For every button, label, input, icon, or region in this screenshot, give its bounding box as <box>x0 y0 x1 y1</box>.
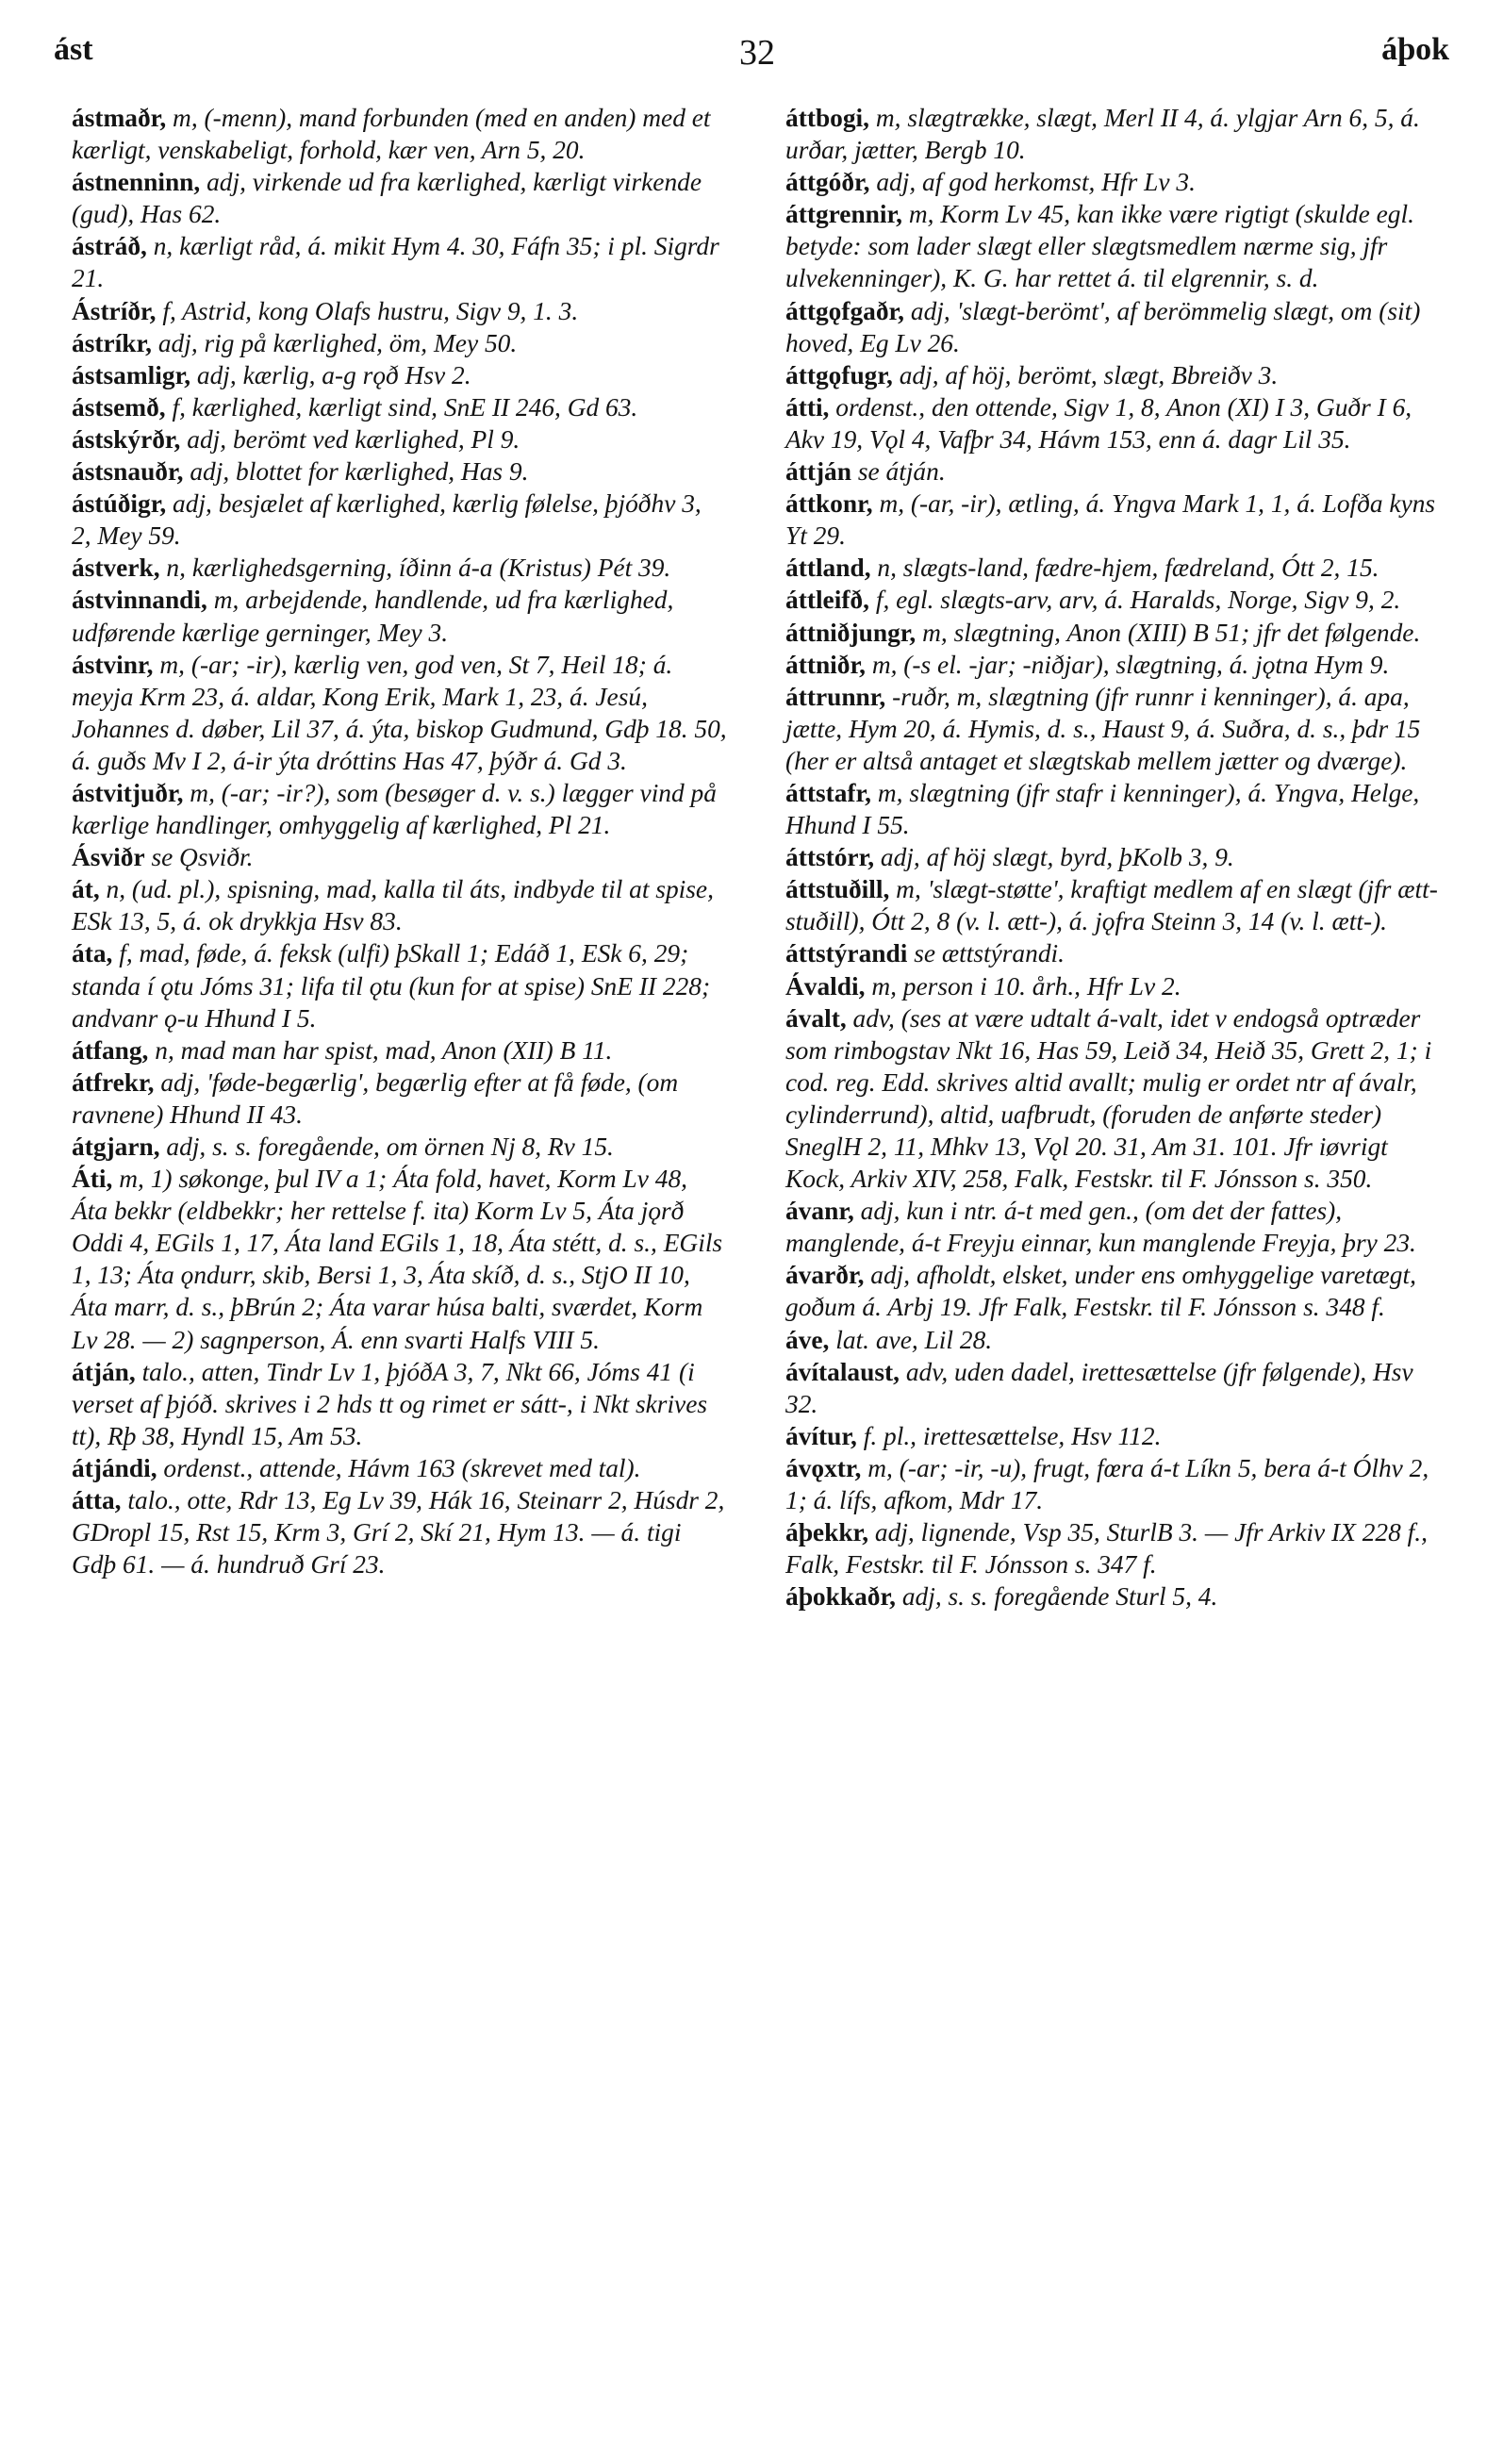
page-header <box>0 0 1503 85</box>
entry-definition: se Ǫsviðr. <box>144 843 254 872</box>
entry-headword: ávítur, <box>785 1421 857 1450</box>
entry-headword: Ástríðr, <box>72 296 157 325</box>
dictionary-entry <box>72 649 727 777</box>
entry-definition: adj, afholdt, elsket, under ens omhyggelige varetægt, goðum á. Arbj 19. Jfr Falk, Festskr. til F. Jónsson s. 348 f. <box>785 1261 1416 1322</box>
entry-definition: n, slægts-land, fædre-hjem, fædreland, Ótt 2, 15. <box>870 554 1379 583</box>
dictionary-entry <box>785 455 1439 488</box>
dictionary-entry <box>785 198 1439 294</box>
entry-definition: f. pl., irettesættelse, Hsv 112. <box>856 1421 1162 1450</box>
entry-headword: ástnenninn, <box>72 168 201 197</box>
entry-definition: adv, (ses at være udtalt á-valt, idet v endogså optræder som rimbogstav Nkt 16, Has 59, Leið 34, Heið 35, Grett 2, 1; i cod. reg. Edd. skrives altid avallt; mulig er ordet ntr af ávalr, cylinderrund), altid, uafbrudt, (foruden de anførte steder) SneglH 2, 11, Mhkv 13, Vǫl 20. 31, Am 31. 101. Jfr iøvrigt Kock, Arkiv XIV, 258, Falk, Festskr. til F. Jónsson s. 350. <box>785 1003 1432 1194</box>
entry-headword: átta, <box>72 1486 122 1515</box>
dictionary-entry <box>72 841 727 873</box>
dictionary-entry <box>72 1452 727 1484</box>
entry-definition: m, person i 10. årh., Hfr Lv 2. <box>865 971 1181 1000</box>
entry-definition: adj, 'slægt-berömt', af berömmelig slægt, om (sit) hoved, Eg Lv 26. <box>785 296 1421 357</box>
dictionary-entry <box>785 841 1439 873</box>
entry-definition: m, 'slægt-støtte', kraftigt medlem af en slægt (jfr ætt-stuðill), Ótt 2, 8 (v. l. ætt-), á. jǫfra Steinn 3, 14 (v. l. ætt-). <box>785 875 1438 936</box>
entry-headword: áttstýrandi <box>785 939 908 968</box>
right-running-headword: áþok <box>1381 32 1449 67</box>
entry-headword: áttstafr, <box>785 778 872 807</box>
entry-definition: adj, af god herkomst, Hfr Lv 3. <box>869 168 1196 197</box>
entry-definition: adj, rig på kærlighed, öm, Mey 50. <box>151 328 518 357</box>
dictionary-entry <box>785 873 1439 937</box>
entry-headword: áttgǫfgaðr, <box>785 296 905 325</box>
entry-definition: n, kærlighedsgerning, íðinn á-a (Kristus) Pét 39. <box>159 554 671 583</box>
dictionary-entry <box>785 681 1439 777</box>
dictionary-entry <box>785 102 1439 166</box>
dictionary-entry <box>72 1163 727 1356</box>
entry-definition: m, Korm Lv 45, kan ikke være rigtigt (skulde egl. betyde: som lader slægt eller slægtsmedlem nærme sig, jfr ulvekenninger), K. G. har rettet á. til elgrennir, s. d. <box>785 200 1414 293</box>
entry-headword: áta, <box>72 939 113 968</box>
dictionary-entry <box>785 1452 1439 1516</box>
entry-headword: ávítalaust, <box>785 1357 900 1386</box>
entry-definition: adj, af höj, berömt, slægt, Bbreiðv 3. <box>892 360 1279 389</box>
entry-definition: m, (-menn), mand forbunden (med en anden) med et kærligt, venskabeligt, forhold, kær ven, Arn 5, 20. <box>72 104 711 165</box>
entry-definition: adj, 'føde-begærlig', begærlig efter at få føde, (om ravnene) Hhund II 43. <box>72 1067 679 1129</box>
dictionary-entry <box>785 295 1439 359</box>
left-running-headword: ást <box>54 32 93 67</box>
entry-definition: f, egl. slægts-arv, arv, á. Haralds, Norge, Sigv 9, 2. <box>868 586 1401 615</box>
entry-headword: ástsemð, <box>72 392 166 422</box>
entry-headword: áttrunnr, <box>785 682 886 711</box>
entry-definition: adj, s. s. foregående Sturl 5, 4. <box>895 1582 1218 1612</box>
entry-definition: se ættstýrandi. <box>907 939 1065 968</box>
entry-headword: áttleifð, <box>785 586 869 615</box>
entry-headword: áttgǫfugr, <box>785 360 893 389</box>
dictionary-entry <box>72 230 727 294</box>
entry-definition: talo., atten, Tindr Lv 1, þjóðA 3, 7, Nkt 66, Jóms 41 (i verset af þjóð. skrives i 2 hds tt og rimet er sátt-, i Nkt skrives tt), Rþ 38, Hyndl 15, Am 53. <box>72 1357 708 1450</box>
entry-headword: ávarðr, <box>785 1261 865 1290</box>
entry-headword: ástúðigr, <box>72 489 167 519</box>
entry-definition: se átján. <box>851 457 946 487</box>
dictionary-entry <box>785 359 1439 391</box>
entry-headword: átgjarn, <box>72 1133 160 1161</box>
dictionary-entry <box>785 166 1439 198</box>
entry-headword: ástsamligr, <box>72 360 191 389</box>
entry-definition: m, (-ar; -ir?), som (besøger d. v. s.) lægger vind på kærlige handlinger, omhyggelig af kærlighed, Pl 21. <box>72 778 717 840</box>
entry-headword: ástráð, <box>72 232 147 261</box>
dictionary-entry <box>72 584 727 648</box>
dictionary-entry <box>72 1356 727 1452</box>
entry-headword: áttkonr, <box>785 489 873 519</box>
entry-definition: n, (ud. pl.), spisning, mad, kalla til áts, indbyde til at spise, ESk 13, 5, á. ok drykkja Hsv 83. <box>72 875 714 936</box>
dictionary-entry <box>72 423 727 455</box>
entry-headword: áttstórr, <box>785 843 875 872</box>
dictionary-entry <box>785 584 1439 616</box>
entry-headword: ástsnauðr, <box>72 457 184 487</box>
entry-headword: áþekkr, <box>785 1518 869 1547</box>
dictionary-entry <box>72 552 727 584</box>
entry-headword: át, <box>72 875 100 904</box>
dictionary-entry <box>72 1131 727 1163</box>
entry-headword: áttgrennir, <box>785 200 903 229</box>
dictionary-entry <box>72 295 727 327</box>
entry-definition: adj, besjælet af kærlighed, kærlig følelse, þjóðhv 3, 2, Mey 59. <box>72 489 702 551</box>
entry-definition: m, arbejdende, handlende, ud fra kærlighed, udførende kærlige gerninger, Mey 3. <box>72 586 674 647</box>
entry-headword: ástvinnandi, <box>72 586 207 615</box>
entry-definition: adj, virkende ud fra kærlighed, kærligt virkende (gud), Has 62. <box>72 168 702 229</box>
entry-headword: áttniðr, <box>785 650 866 679</box>
entry-definition: m, slægtning, Anon (XIII) B 51; jfr det følgende. <box>916 618 1421 647</box>
entry-headword: ástskýrðr, <box>72 424 181 454</box>
dictionary-entry <box>785 970 1439 1002</box>
entry-headword: áttland, <box>785 554 871 583</box>
dictionary-entry <box>72 327 727 359</box>
entry-definition: n, kærligt råd, á. mikit Hym 4. 30, Fáfn 35; i pl. Sigrdr 21. <box>72 232 719 293</box>
entry-headword: ástríkr, <box>72 328 152 357</box>
dictionary-entry <box>72 937 727 1034</box>
entry-headword: átjándi, <box>72 1453 157 1482</box>
entry-definition: ordenst., attende, Hávm 163 (skrevet med tal). <box>157 1453 641 1482</box>
entry-headword: áttján <box>785 457 851 487</box>
dictionary-entry <box>785 937 1439 969</box>
entry-headword: átfang, <box>72 1035 149 1065</box>
dictionary-entry <box>72 873 727 937</box>
entry-definition: f, kærlighed, kærligt sind, SnE II 246, Gd 63. <box>165 392 638 422</box>
right-column <box>785 102 1439 1612</box>
entry-headword: Ásviðr <box>72 843 145 872</box>
entry-definition: m, slægtning (jfr stafr i kenninger), á. Yngva, Helge, Hhund I 55. <box>785 778 1420 840</box>
entry-headword: ávanr, <box>785 1197 854 1226</box>
entry-definition: m, 1) søkonge, þul IV a 1; Áta fold, havet, Korm Lv 48, Áta bekkr (eldbekkr; her rettelse f. ita) Korm Lv 5, Áta jǫrð Oddi 4, EGils 1, 17, Áta land EGils 1, 18, Áta stétt, d. s., EGils 1, 13; Áta ǫndurr, skib, Bersi 1, 3, Áta skíð, d. s., StjO II 10, Áta marr, d. s., þBrún 2; Áta varar húsa balti, sværdet, Korm Lv 28. — 2) sagnperson, Á. enn svarti Halfs VIII 5. <box>72 1165 723 1354</box>
dictionary-entry <box>785 1580 1439 1612</box>
entry-definition: adj, af höj slægt, byrd, þKolb 3, 9. <box>874 843 1234 872</box>
dictionary-entry <box>785 488 1439 552</box>
entry-definition: f, Astrid, kong Olafs hustru, Sigv 9, 1. 3. <box>156 296 579 325</box>
entry-definition: ordenst., den ottende, Sigv 1, 8, Anon (XI) I 3, Guðr I 6, Akv 19, Vǫl 4, Vafþr 34, Hávm 153, enn á. dagr Lil 35. <box>785 392 1412 454</box>
dictionary-entry <box>72 1484 727 1580</box>
entry-definition: n, mad man har spist, mad, Anon (XII) B 11. <box>148 1035 613 1065</box>
entry-definition: adj, s. s. foregående, om örnen Nj 8, Rv 15. <box>159 1133 614 1161</box>
entry-headword: áttstuðill, <box>785 875 890 904</box>
dictionary-entry <box>785 1259 1439 1323</box>
dictionary-entry <box>72 488 727 552</box>
entry-definition: adj, blottet for kærlighed, Has 9. <box>183 457 529 487</box>
dictionary-entry <box>785 617 1439 649</box>
entry-definition: -ruðr, m, slægtning (jfr runnr i kenninger), á. apa, jætte, Hym 20, á. Hymis, d. s., Haust 9, á. Suðra, d. s., þdr 15 (her er altså antaget et slægtskab mellem jætter og dværge). <box>785 682 1421 775</box>
left-column <box>72 102 727 1580</box>
dictionary-entry <box>72 777 727 841</box>
entry-definition: adv, uden dadel, irettesættelse (jfr følgende), Hsv 32. <box>785 1357 1413 1418</box>
dictionary-entry <box>785 1324 1439 1356</box>
dictionary-entry <box>785 391 1439 455</box>
entry-headword: áttniðjungr, <box>785 618 917 647</box>
dictionary-entry <box>72 102 727 166</box>
entry-definition: lat. ave, Lil 28. <box>829 1325 993 1354</box>
entry-headword: ávǫxtr, <box>785 1453 862 1482</box>
entry-headword: áttgóðr, <box>785 168 870 197</box>
dictionary-entry <box>72 455 727 488</box>
dictionary-entry <box>785 1195 1439 1259</box>
entry-definition: adj, kun i ntr. á-t med gen., (om det der fattes), manglende, á-t Freyju einnar, kun manglende Freyja, þry 23. <box>785 1197 1416 1258</box>
entry-definition: adj, lignende, Vsp 35, SturlB 3. — Jfr Arkiv IX 228 f., Falk, Festskr. til F. Jónsson s. 347 f. <box>785 1518 1428 1579</box>
dictionary-entry <box>785 777 1439 841</box>
dictionary-entry <box>785 1356 1439 1420</box>
entry-headword: ávalt, <box>785 1003 847 1033</box>
dictionary-entry <box>72 166 727 230</box>
dictionary-entry <box>785 1420 1439 1452</box>
entry-headword: áttbogi, <box>785 104 870 132</box>
entry-headword: átfrekr, <box>72 1067 155 1097</box>
entry-definition: m, slægtrække, slægt, Merl II 4, á. ylgjar Arn 6, 5, á. urðar, jætter, Bergb 10. <box>785 104 1420 165</box>
dictionary-entry <box>785 649 1439 681</box>
dictionary-entry <box>785 552 1439 584</box>
entry-headword: ástverk, <box>72 554 160 583</box>
entry-definition: m, (-ar; -ir, -u), frugt, fœra á-t Líkn 5, bera á-t Ólhv 2, 1; á. lífs, afkom, Mdr 17. <box>785 1453 1429 1515</box>
dictionary-entry <box>72 1067 727 1131</box>
entry-definition: m, (-s el. -jar; -niðjar), slægtning, á. jǫtna Hym 9. <box>865 650 1390 679</box>
dictionary-entry <box>785 1516 1439 1580</box>
entry-headword: ástmaðr, <box>72 104 167 132</box>
entry-definition: m, (-ar; -ir), kærlig ven, god ven, St 7, Heil 18; á. meyja Krm 23, á. aldar, Kong Erik, Mark 1, 23, á. Jesú, Johannes d. døber, Lil 37, á. ýta, biskop Gudmund, Gdþ 18. 50, á. guðs Mv I 2, á-ir ýta dróttins Has 47, þýðr á. Gd 3. <box>72 650 727 775</box>
dictionary-entry <box>72 1034 727 1067</box>
entry-definition: adj, kærlig, a-g rǫð Hsv 2. <box>190 360 471 389</box>
entry-headword: áþokkaðr, <box>785 1582 896 1612</box>
entry-headword: átti, <box>785 392 830 422</box>
entry-definition: talo., otte, Rdr 13, Eg Lv 39, Hák 16, Steinarr 2, Húsdr 2, GDropl 15, Rst 15, Krm 3, Grí 2, Skí 21, Hym 13. — á. tigi Gdþ 61. — á. hundruð Grí 23. <box>72 1486 725 1579</box>
entry-definition: m, (-ar, -ir), ætling, á. Yngva Mark 1, 1, á. Lofða kyns Yt 29. <box>785 489 1436 551</box>
page-number: 32 <box>739 33 775 73</box>
entry-headword: ástvitjuðr, <box>72 778 184 807</box>
entry-headword: áve, <box>785 1325 830 1354</box>
entry-headword: átján, <box>72 1357 136 1386</box>
entry-headword: ástvinr, <box>72 650 154 679</box>
entry-headword: Ávaldi, <box>785 971 866 1000</box>
entry-definition: f, mad, føde, á. feksk (ulfi) þSkall 1; Edáð 1, ESk 6, 29; standa í ǫtu Jóms 31; lifa til ǫtu (kun for at spise) SnE II 228; andvanr ǫ-u Hhund I 5. <box>72 939 711 1033</box>
entry-definition: adj, berömt ved kærlighed, Pl 9. <box>180 424 520 454</box>
dictionary-entry <box>785 1002 1439 1196</box>
dictionary-entry <box>72 391 727 423</box>
entry-headword: Áti, <box>72 1165 113 1194</box>
dictionary-entry <box>72 359 727 391</box>
